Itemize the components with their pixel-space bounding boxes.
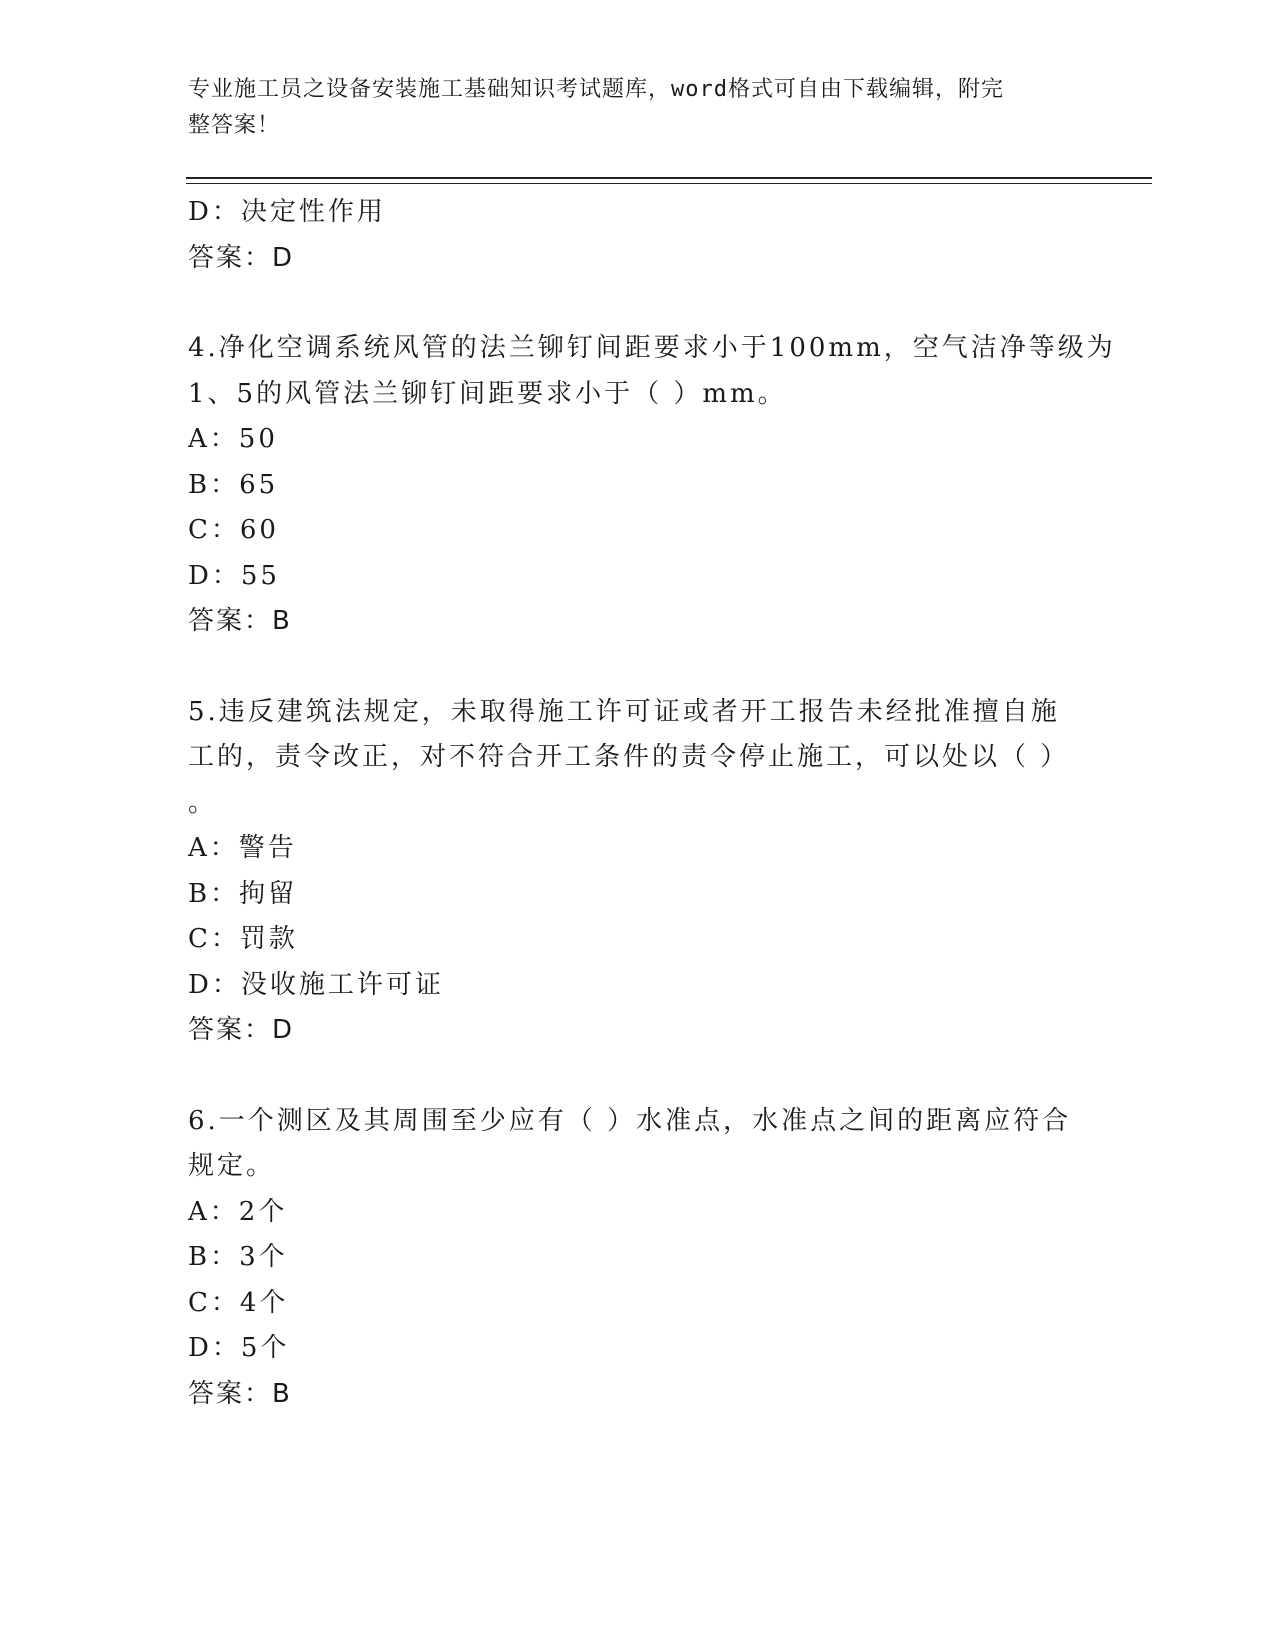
answer: 答案：B bbox=[188, 1378, 292, 1409]
option-c: C：60 bbox=[188, 515, 279, 545]
question-6 bbox=[188, 1099, 1088, 1418]
option-b: B：65 bbox=[188, 469, 279, 500]
answer: 答案：B bbox=[188, 606, 292, 636]
answer: 答案：D bbox=[188, 1015, 295, 1045]
prev-answer: 答案：D bbox=[188, 242, 295, 273]
question-text-line: 5.违反建筑法规定，未取得施工许可证或者开工报告未经批准擅自施 bbox=[188, 696, 1060, 727]
document-header bbox=[188, 72, 1068, 144]
option-b: B：3个 bbox=[188, 1242, 288, 1272]
option-d: D：5个 bbox=[188, 1333, 290, 1363]
spacer bbox=[188, 645, 1088, 690]
option-d: D：55 bbox=[188, 560, 280, 591]
question-text-line: 4.净化空调系统风管的法兰铆钉间距要求小于100mm，空气洁净等级为 bbox=[188, 333, 1116, 363]
option-a: A：2个 bbox=[188, 1196, 288, 1227]
header-divider-bottom bbox=[186, 183, 1152, 184]
spacer bbox=[188, 281, 1088, 326]
spacer bbox=[188, 1054, 1088, 1099]
question-text-line: 1、5的风管法兰铆钉间距要求小于（ ）mm。 bbox=[188, 378, 787, 409]
question-text-line: 工的，责令改正，对不符合开工条件的责令停止施工，可以处以（ ） bbox=[188, 742, 1070, 772]
question-4 bbox=[188, 326, 1116, 645]
question-5 bbox=[188, 690, 1088, 1054]
option-d: D：没收施工许可证 bbox=[188, 969, 444, 1000]
question-text-line: 。 bbox=[188, 787, 218, 818]
option-b: B：拘留 bbox=[188, 878, 298, 909]
option-c: C：罚款 bbox=[188, 924, 298, 954]
header-divider-top bbox=[186, 177, 1152, 179]
question-text-line: 规定。 bbox=[188, 1151, 276, 1181]
header-line-1: 专业施工员之设备安装施工基础知识考试题库，word格式可自由下载编辑，附完 bbox=[188, 77, 1004, 102]
question-content bbox=[188, 190, 1116, 1417]
option-a: A：警告 bbox=[188, 833, 297, 863]
option-c: C：4个 bbox=[188, 1287, 289, 1318]
option-a: A：50 bbox=[188, 424, 278, 454]
question-text-line: 6.一个测区及其周围至少应有（ ）水准点，水准点之间的距离应符合 bbox=[188, 1105, 1072, 1136]
prev-option-d: D：决定性作用 bbox=[188, 197, 386, 227]
header-line-2: 整答案！ bbox=[188, 113, 281, 138]
